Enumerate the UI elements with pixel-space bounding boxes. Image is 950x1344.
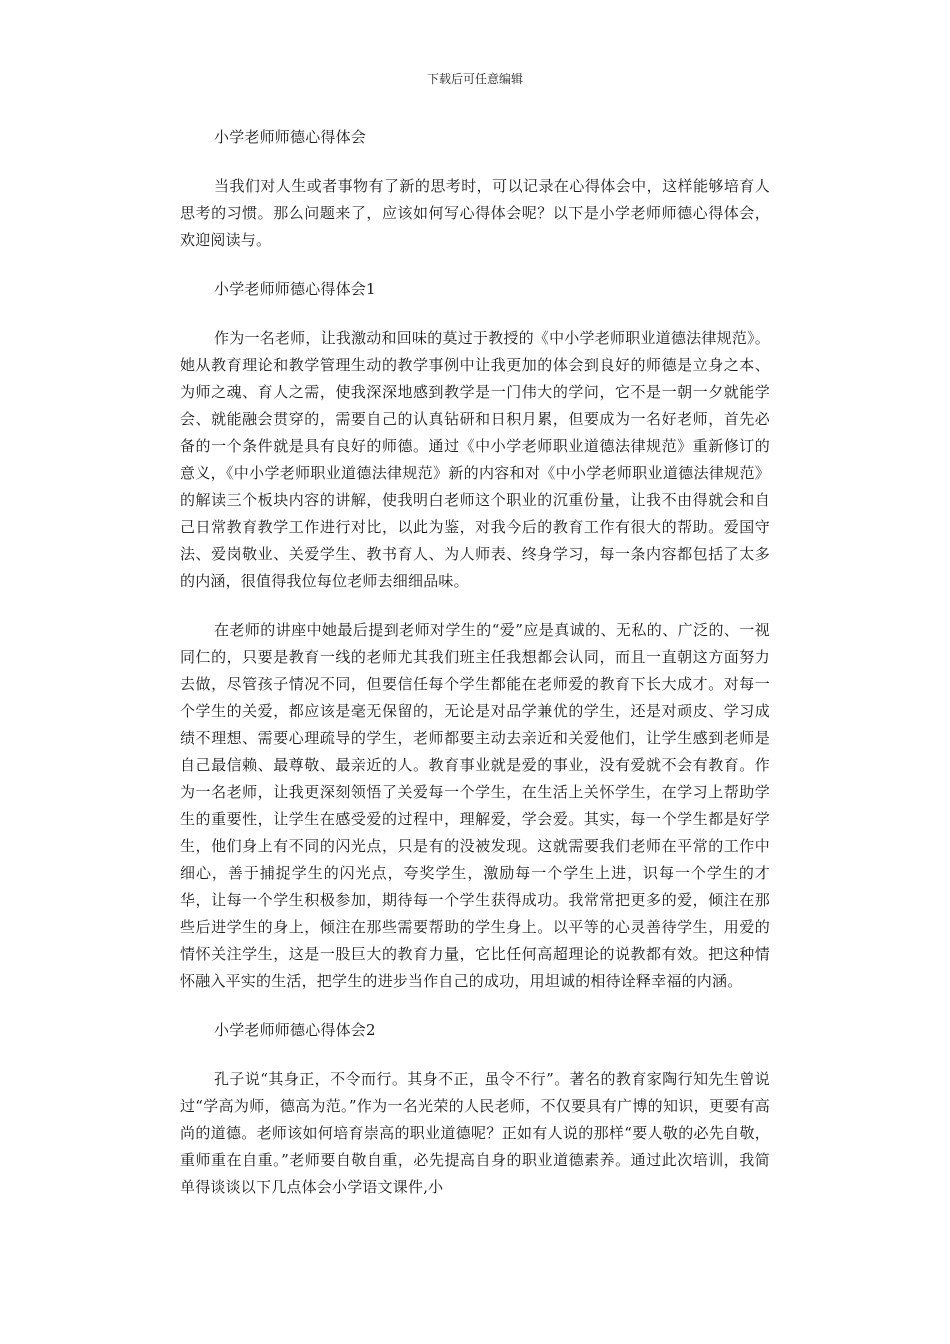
section-2-paragraph-1: 孔子说“其身正，不令而行。其身不正，虽令不行”。著名的教育家陶行知先生曾说过“学高为师，德高为范。”作为一名光荣的人民老师，不仅要具有广博的知识，更要有高尚的道德。老师该如何培育崇高的职业道德呢？正如有人说的那样“要人敬的必先自敬，重师重在自重。”老师要自敬自重，必先提高自身的职业道德素养。通过此次培训，我简单得谈谈以下几点体会小学语文课件,小 (180, 1070, 770, 1196)
section-1-paragraph-1: 作为一名老师，让我激动和回味的莫过于教授的《中小学老师职业道德法律规范》。她从教育理论和教学管理生动的教学事例中让我更加的体会到良好的师德是立身之本、为师之魂、育人之需，使我深深地感到教学是一门伟大的学问，它不是一朝一夕就能学会、就能融会贯穿的，需要自己的认真钻研和日积月累，但要成为一名好老师，首先必备的一个条件就是具有良好的师德。通过《中小学老师职业道德法律规范》重新修订的意义，《中小学老师职业道德法律规范》新的内容和对《中小学老师职业道德法律规范》的解读三个板块内容的讲解，使我明白老师这个职业的沉重份量，让我不由得就会和自己日常教育教学工作进行对比，以此为鉴，对我今后的教育工作有很大的帮助。爱国守法、爱岗敬业、关爱学生、教书育人、为人师表、终身学习，每一条内容都包括了太多的内涵，很值得我位每位老师去细细品味。 (180, 329, 770, 590)
header-note: 下载后可任意编辑 (426, 72, 523, 86)
section-1-paragraph-2: 在老师的讲座中她最后提到老师对学生的“爱”应是真诚的、无私的、广泛的、一视同仁的，只要是教育一线的老师尤其我们班主任我想都会认同，而且一直朝这方面努力去做，尽管孩子情况不同，但要信任每个学生都能在老师爱的教育下长大成才。对每一个学生的关爱，都应该是毫无保留的，无论是对品学兼优的学生，还是对顽皮、学习成绩不理想、需要心理疏导的学生，老师都要主动去亲近和关爱他们，让学生感到老师是自己最信赖、最尊敬、最亲近的人。教育事业就是爱的事业，没有爱就不会有教育。作为一名老师，让我更深刻领悟了关爱每一个学生，在生活上关怀学生，在学习上帮助学生的重要性，让学生在感受爱的过程中，理解爱，学会爱。其实，每一个学生都是好学生，他们身上有不同的闪光点，只是有的没被发现。这就需要我们老师在平常的工作中细心，善于捕捉学生的闪光点，夸奖学生，激励每一个学生上进，识每一个学生的才华，让每一个学生积极参加，期待每一个学生获得成功。我常常把更多的爱，倾注在那些后进学生的身上，倾注在那些需要帮助的学生身上。以平等的心灵善待学生，用爱的情怀关注学生，这是一股巨大的教育力量，它比任何高超理论的说教都有效。把这种情怀融入平实的生活，把学生的进步当作自己的成功，用坦诚的相待诠释幸福的内涵。 (180, 621, 770, 990)
document-title: 小学老师师德心得体会 (214, 128, 367, 146)
document-body (180, 124, 770, 1201)
section-heading-2: 小学老师师德心得体会2 (214, 1021, 376, 1039)
section-heading-1: 小学老师师德心得体会1 (214, 280, 376, 298)
intro-paragraph: 当我们对人生或者事物有了新的思考时，可以记录在心得体会中，这样能够培育人思考的习惯。那么问题来了，应该如何写心得体会呢？以下是小学老师师德心得体会，欢迎阅读与。 (180, 177, 770, 249)
